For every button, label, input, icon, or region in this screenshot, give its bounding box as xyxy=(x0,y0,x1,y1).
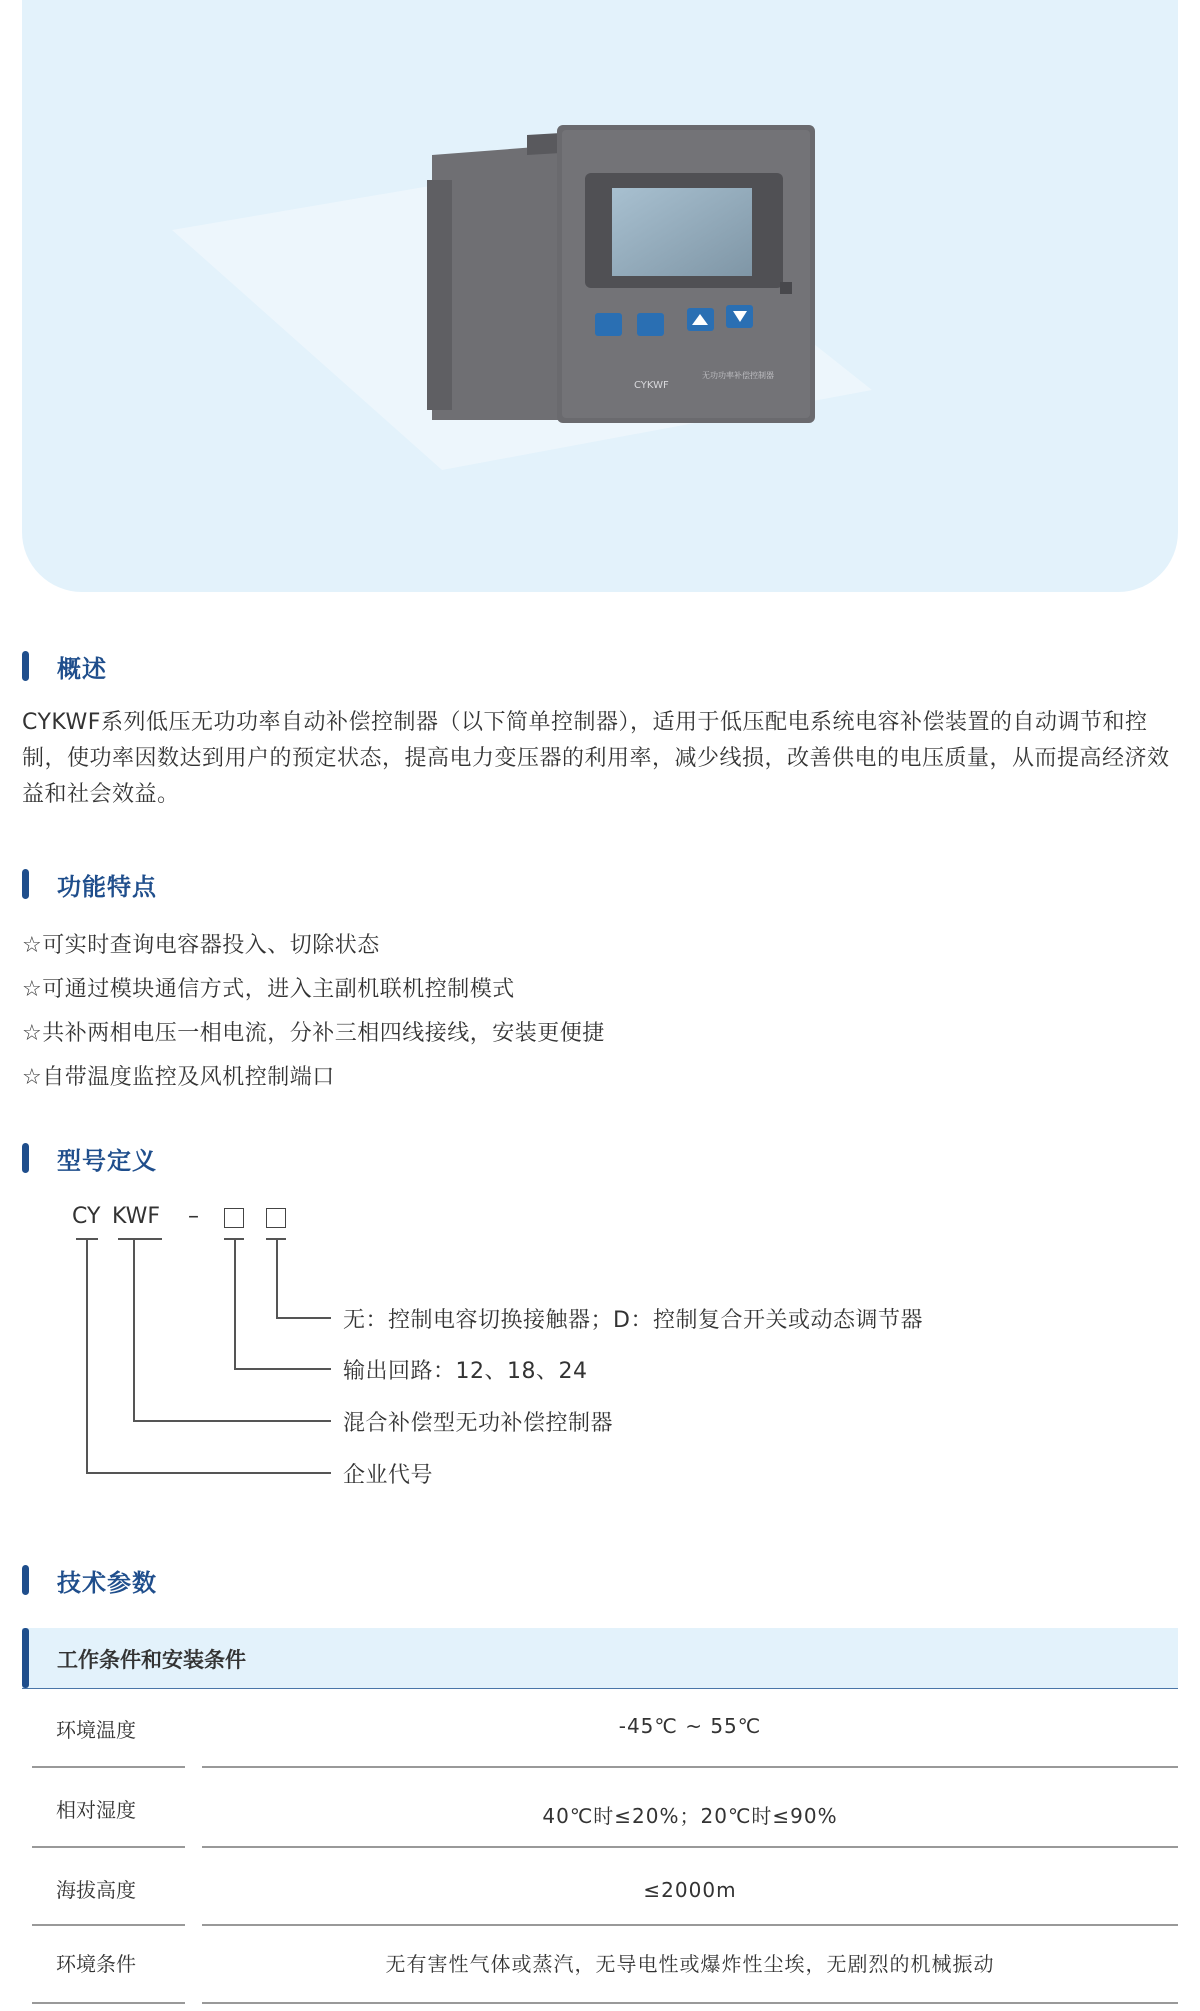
section-features xyxy=(22,866,157,902)
table-header-marker xyxy=(22,1628,29,1688)
table-row xyxy=(22,1768,1178,1848)
section-title-overview: 概述 xyxy=(57,654,107,683)
code-cy: CY xyxy=(72,1204,101,1229)
section-overview xyxy=(22,648,107,684)
section-title-params: 技术参数 xyxy=(57,1568,157,1597)
table-row xyxy=(22,1688,1178,1768)
row-value: -45℃ ~ 55℃ xyxy=(618,1714,762,1738)
button-icon-1 xyxy=(595,313,622,336)
section-model xyxy=(22,1140,157,1176)
feature-item: ☆可通过模块通信方式，进入主副机联机控制模式 xyxy=(22,977,515,1002)
panel-caption: 无功功率补偿控制器 xyxy=(702,371,774,380)
model-label-type: 混合补偿型无功补偿控制器 xyxy=(343,1411,614,1436)
overview-text: CYKWF系列低压无功功率自动补偿控制器（以下简单控制器），适用于低压配电系统电容补偿装置的自动调节和控制，使功率因数达到用户的预定状态，提高电力变压器的利用率，减少线损，改善供电的电压质量，从而提高经济效益和社会效益。 xyxy=(22,710,1170,807)
section-marker xyxy=(22,869,29,899)
controller-illustration xyxy=(22,0,1178,592)
brand-label: CYKWF xyxy=(634,380,669,391)
section-title-model: 型号定义 xyxy=(57,1146,157,1175)
product-hero xyxy=(22,0,1178,592)
table-row xyxy=(22,1848,1178,1926)
row-value: 40℃时≤20%；20℃时≤90% xyxy=(542,1804,838,1828)
model-label-contactor: 无：控制电容切换接触器；D：控制复合开关或动态调节器 xyxy=(343,1308,923,1333)
model-definition-diagram xyxy=(0,1190,1200,1520)
feature-item: ☆自带温度监控及风机控制端口 xyxy=(22,1065,335,1090)
section-marker xyxy=(22,1565,29,1595)
row-key: 相对湿度 xyxy=(56,1798,136,1822)
code-dash: – xyxy=(188,1204,199,1229)
row-key: 环境温度 xyxy=(56,1718,136,1742)
table-header-title: 工作条件和安装条件 xyxy=(57,1648,246,1672)
row-key: 环境条件 xyxy=(56,1952,136,1976)
code-box-2 xyxy=(266,1208,286,1228)
model-label-output: 输出回路：12、18、24 xyxy=(343,1359,588,1384)
button-icon-2 xyxy=(637,313,664,336)
code-box-1 xyxy=(224,1208,244,1228)
section-title-features: 功能特点 xyxy=(57,872,157,901)
code-kwf: KWF xyxy=(112,1204,161,1229)
table-header xyxy=(22,1628,1178,1689)
row-value: ≤2000m xyxy=(643,1878,737,1902)
feature-item: ☆可实时查询电容器投入、切除状态 xyxy=(22,933,380,958)
section-marker xyxy=(22,1143,29,1173)
row-key: 海拔高度 xyxy=(56,1878,136,1902)
section-params xyxy=(22,1562,157,1598)
model-label-company: 企业代号 xyxy=(343,1463,434,1488)
row-value: 无有害性气体或蒸汽，无导电性或爆炸性尘埃，无剧烈的机械振动 xyxy=(385,1952,995,1976)
section-marker xyxy=(22,651,29,681)
feature-item: ☆共补两相电压一相电流，分补三相四线接线，安装更便捷 xyxy=(22,1021,605,1046)
table-row xyxy=(22,1926,1178,2006)
